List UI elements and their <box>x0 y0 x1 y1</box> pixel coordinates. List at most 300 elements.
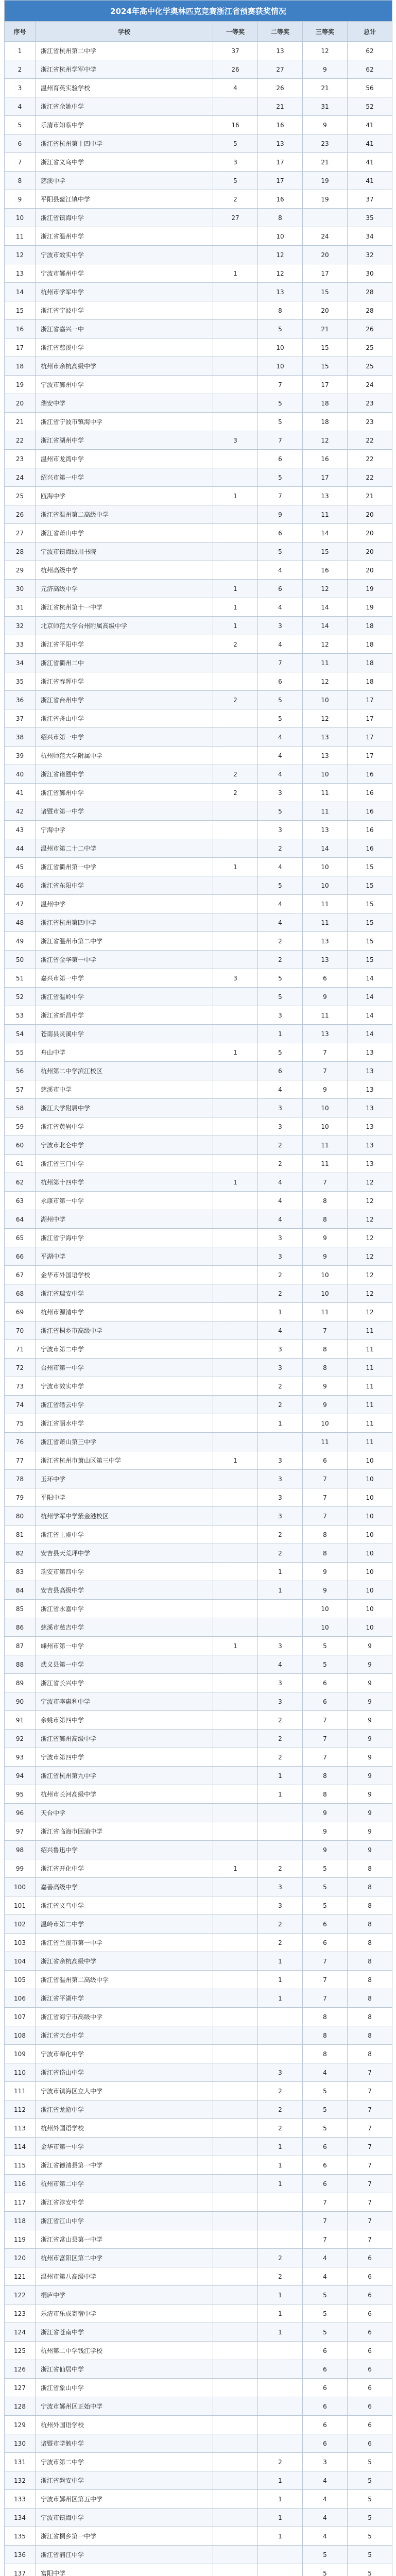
cell-first-prize <box>213 543 258 561</box>
cell-first-prize <box>213 283 258 301</box>
cell-second-prize: 1 <box>258 1785 303 1804</box>
cell-third-prize: 12 <box>303 431 348 450</box>
cell-first-prize <box>213 2082 258 2100</box>
table-row <box>5 1396 392 1414</box>
cell-third-prize: 11 <box>303 1136 348 1155</box>
cell-total: 10 <box>348 1581 392 1600</box>
cell-index: 23 <box>5 450 36 468</box>
cell-total: 10 <box>348 1507 392 1526</box>
cell-school: 浙江省湖州中学 <box>36 431 213 450</box>
cell-index: 11 <box>5 227 36 246</box>
cell-total: 20 <box>348 524 392 543</box>
cell-second-prize: 1 <box>258 2527 303 2546</box>
cell-total: 6 <box>348 2397 392 2416</box>
cell-first-prize <box>213 1730 258 1748</box>
cell-school: 宁波市镇海蛟川书院 <box>36 543 213 561</box>
cell-total: 8 <box>348 1915 392 1934</box>
cell-school: 浙江省舟山中学 <box>36 709 213 728</box>
cell-total: 8 <box>348 2045 392 2063</box>
cell-total: 5 <box>348 2564 392 2576</box>
cell-second-prize: 1 <box>258 1563 303 1581</box>
cell-second-prize: 3 <box>258 784 303 802</box>
cell-second-prize: 3 <box>258 1637 303 1655</box>
cell-second-prize: 2 <box>258 1284 303 1303</box>
cell-second-prize: 13 <box>258 283 303 301</box>
cell-index: 20 <box>5 394 36 413</box>
cell-first-prize <box>213 1896 258 1915</box>
cell-index: 56 <box>5 1062 36 1080</box>
cell-index: 105 <box>5 1971 36 1989</box>
cell-first-prize <box>213 1433 258 1451</box>
cell-index: 16 <box>5 320 36 338</box>
cell-total: 17 <box>348 691 392 709</box>
cell-third-prize: 9 <box>303 1581 348 1600</box>
cell-first-prize <box>213 2490 258 2509</box>
cell-school: 台州市第一中学 <box>36 1359 213 1377</box>
cell-first-prize <box>213 1563 258 1581</box>
cell-index: 118 <box>5 2212 36 2230</box>
cell-first-prize <box>213 2434 258 2453</box>
cell-third-prize: 21 <box>303 153 348 172</box>
cell-third-prize: 6 <box>303 1934 348 1952</box>
cell-first-prize <box>213 1544 258 1563</box>
cell-total: 5 <box>348 2453 392 2471</box>
cell-second-prize: 5 <box>258 876 303 895</box>
table-row <box>5 394 392 413</box>
cell-index: 33 <box>5 635 36 654</box>
cell-third-prize: 6 <box>303 2360 348 2379</box>
cell-school: 浙江省杭州第四中学 <box>36 913 213 932</box>
cell-index: 38 <box>5 728 36 747</box>
table-row <box>5 1971 392 1989</box>
cell-first-prize: 4 <box>213 79 258 97</box>
table-row <box>5 1303 392 1321</box>
table-row <box>5 1637 392 1655</box>
cell-third-prize: 20 <box>303 301 348 320</box>
cell-total: 9 <box>348 1804 392 1822</box>
cell-total: 10 <box>348 1488 392 1507</box>
cell-third-prize: 6 <box>303 2175 348 2193</box>
cell-school: 浙江省杭州第十四中学 <box>36 134 213 153</box>
cell-first-prize <box>213 747 258 765</box>
cell-index: 106 <box>5 1989 36 2008</box>
cell-total: 14 <box>348 969 392 988</box>
cell-second-prize: 3 <box>258 1099 303 1117</box>
cell-first-prize <box>213 672 258 691</box>
cell-third-prize: 23 <box>303 134 348 153</box>
cell-third-prize: 10 <box>303 1117 348 1136</box>
table-row <box>5 821 392 839</box>
cell-index: 76 <box>5 1433 36 1451</box>
cell-school: 浙江省桐乡市高级中学 <box>36 1321 213 1340</box>
cell-school: 平阳中学 <box>36 1488 213 1507</box>
cell-second-prize <box>258 1433 303 1451</box>
cell-first-prize <box>213 413 258 431</box>
cell-index: 68 <box>5 1284 36 1303</box>
cell-third-prize: 7 <box>303 1748 348 1767</box>
cell-second-prize: 2 <box>258 2119 303 2138</box>
cell-first-prize <box>213 97 258 116</box>
cell-second-prize: 1 <box>258 2323 303 2342</box>
cell-first-prize <box>213 376 258 394</box>
cell-total: 14 <box>348 988 392 1006</box>
cell-first-prize <box>213 1266 258 1284</box>
cell-second-prize: 17 <box>258 153 303 172</box>
cell-first-prize <box>213 1284 258 1303</box>
cell-index: 79 <box>5 1488 36 1507</box>
table-row <box>5 1321 392 1340</box>
cell-total: 34 <box>348 227 392 246</box>
cell-total: 8 <box>348 1896 392 1915</box>
cell-third-prize: 10 <box>303 1414 348 1433</box>
cell-third-prize: 8 <box>303 1767 348 1785</box>
cell-second-prize <box>258 2026 303 2045</box>
cell-school: 绍兴市第一中学 <box>36 468 213 487</box>
cell-third-prize: 5 <box>303 1896 348 1915</box>
header-row <box>5 22 392 42</box>
table-row <box>5 1377 392 1396</box>
cell-third-prize: 10 <box>303 876 348 895</box>
cell-first-prize <box>213 1414 258 1433</box>
cell-total: 12 <box>348 1173 392 1192</box>
cell-total: 28 <box>348 283 392 301</box>
cell-index: 6 <box>5 134 36 153</box>
cell-total: 56 <box>348 79 392 97</box>
table-row <box>5 1934 392 1952</box>
cell-index: 133 <box>5 2490 36 2509</box>
cell-second-prize <box>258 1600 303 1618</box>
table-row <box>5 1655 392 1674</box>
table-row <box>5 1896 392 1915</box>
cell-school: 桐庐中学 <box>36 2286 213 2304</box>
cell-third-prize: 9 <box>303 1377 348 1396</box>
cell-third-prize: 6 <box>303 2342 348 2360</box>
cell-total: 6 <box>348 2360 392 2379</box>
cell-second-prize: 17 <box>258 172 303 190</box>
cell-first-prize <box>213 1952 258 1971</box>
cell-total: 8 <box>348 1934 392 1952</box>
header-third-prize: 三等奖 <box>303 22 348 42</box>
cell-second-prize: 7 <box>258 431 303 450</box>
cell-school: 浙江省东阳中学 <box>36 876 213 895</box>
cell-index: 58 <box>5 1099 36 1117</box>
cell-second-prize: 3 <box>258 1507 303 1526</box>
cell-second-prize: 27 <box>258 60 303 79</box>
cell-second-prize: 10 <box>258 227 303 246</box>
cell-third-prize: 11 <box>303 1433 348 1451</box>
table-row <box>5 1006 392 1025</box>
cell-school: 杭州第二中学钱江学校 <box>36 2342 213 2360</box>
cell-total: 19 <box>348 580 392 598</box>
cell-second-prize: 2 <box>258 1915 303 1934</box>
cell-first-prize <box>213 1600 258 1618</box>
cell-second-prize: 1 <box>258 2304 303 2323</box>
table-row <box>5 505 392 524</box>
table-row <box>5 2212 392 2230</box>
cell-third-prize: 12 <box>303 580 348 598</box>
cell-total: 8 <box>348 1952 392 1971</box>
cell-first-prize: 37 <box>213 42 258 60</box>
cell-index: 113 <box>5 2119 36 2138</box>
cell-first-prize: 3 <box>213 431 258 450</box>
cell-index: 31 <box>5 598 36 617</box>
cell-school: 安吉县高级中学 <box>36 1581 213 1600</box>
cell-second-prize <box>258 2230 303 2249</box>
cell-total: 5 <box>348 2490 392 2509</box>
cell-third-prize: 18 <box>303 413 348 431</box>
cell-third-prize: 7 <box>303 1507 348 1526</box>
cell-school: 温州中学 <box>36 895 213 913</box>
cell-total: 20 <box>348 543 392 561</box>
cell-total: 11 <box>348 1340 392 1359</box>
cell-total: 7 <box>348 2193 392 2212</box>
cell-second-prize: 6 <box>258 1062 303 1080</box>
cell-index: 103 <box>5 1934 36 1952</box>
cell-first-prize <box>213 1674 258 1692</box>
cell-third-prize: 8 <box>303 1210 348 1229</box>
table-row <box>5 1173 392 1192</box>
cell-index: 131 <box>5 2453 36 2471</box>
table-row <box>5 1210 392 1229</box>
cell-total: 6 <box>348 2416 392 2434</box>
table-row <box>5 1748 392 1767</box>
cell-first-prize <box>213 895 258 913</box>
cell-first-prize: 1 <box>213 598 258 617</box>
cell-first-prize <box>213 821 258 839</box>
cell-index: 73 <box>5 1377 36 1396</box>
cell-total: 9 <box>348 1674 392 1692</box>
table-row <box>5 1359 392 1377</box>
cell-school: 浙江省黄岩中学 <box>36 1117 213 1136</box>
cell-third-prize: 8 <box>303 1192 348 1210</box>
cell-total: 7 <box>348 2156 392 2175</box>
cell-index: 13 <box>5 264 36 283</box>
cell-index: 70 <box>5 1321 36 1340</box>
cell-school: 绍兴市第一中学 <box>36 728 213 747</box>
cell-third-prize: 8 <box>303 2008 348 2026</box>
cell-school: 北京师范大学台州附属高级中学 <box>36 617 213 635</box>
cell-third-prize: 7 <box>303 2230 348 2249</box>
table-row <box>5 1080 392 1099</box>
table-row <box>5 1563 392 1581</box>
table-row <box>5 876 392 895</box>
cell-third-prize: 18 <box>303 394 348 413</box>
cell-school: 浙江省仙居中学 <box>36 2360 213 2379</box>
table-row <box>5 1433 392 1451</box>
title-row <box>5 1 392 22</box>
cell-third-prize: 5 <box>303 2082 348 2100</box>
cell-third-prize: 6 <box>303 2416 348 2434</box>
cell-second-prize: 5 <box>258 969 303 988</box>
cell-second-prize: 1 <box>258 2471 303 2490</box>
cell-index: 78 <box>5 1470 36 1488</box>
cell-index: 32 <box>5 617 36 635</box>
cell-school: 富阳中学 <box>36 2564 213 2576</box>
cell-second-prize: 5 <box>258 691 303 709</box>
cell-second-prize: 13 <box>258 42 303 60</box>
table-row <box>5 2045 392 2063</box>
cell-first-prize <box>213 1136 258 1155</box>
cell-second-prize: 3 <box>258 1340 303 1359</box>
cell-first-prize <box>213 1507 258 1526</box>
cell-school: 安吉县天荒坪中学 <box>36 1544 213 1563</box>
cell-school: 浙江省义乌中学 <box>36 1896 213 1915</box>
cell-third-prize: 11 <box>303 505 348 524</box>
cell-school: 杭州第二中学滨江校区 <box>36 1062 213 1080</box>
cell-total: 6 <box>348 2267 392 2286</box>
cell-total: 20 <box>348 561 392 580</box>
cell-third-prize: 10 <box>303 1600 348 1618</box>
cell-second-prize: 4 <box>258 765 303 784</box>
cell-school: 杭州市富阳区第二中学 <box>36 2249 213 2267</box>
cell-third-prize: 8 <box>303 1544 348 1563</box>
cell-school: 浙江省永嘉中学 <box>36 1600 213 1618</box>
table-row <box>5 246 392 264</box>
cell-third-prize: 14 <box>303 839 348 858</box>
table-row <box>5 1618 392 1637</box>
cell-third-prize: 7 <box>303 1488 348 1507</box>
cell-third-prize: 12 <box>303 709 348 728</box>
cell-school: 浙江省温州第二高级中学 <box>36 505 213 524</box>
cell-first-prize: 1 <box>213 617 258 635</box>
cell-third-prize: 7 <box>303 1989 348 2008</box>
cell-third-prize: 14 <box>303 524 348 543</box>
header-first-prize: 一等奖 <box>213 22 258 42</box>
cell-third-prize: 20 <box>303 246 348 264</box>
cell-school: 天台中学 <box>36 1804 213 1822</box>
cell-third-prize: 15 <box>303 283 348 301</box>
cell-index: 18 <box>5 357 36 376</box>
cell-total: 11 <box>348 1433 392 1451</box>
cell-first-prize <box>213 246 258 264</box>
cell-third-prize: 5 <box>303 2564 348 2576</box>
cell-index: 61 <box>5 1155 36 1173</box>
cell-second-prize: 5 <box>258 709 303 728</box>
cell-second-prize: 1 <box>258 2175 303 2193</box>
cell-second-prize <box>258 2342 303 2360</box>
cell-first-prize <box>213 1303 258 1321</box>
cell-second-prize: 2 <box>258 1730 303 1748</box>
cell-school: 慈溪市中学 <box>36 1080 213 1099</box>
cell-total: 8 <box>348 2026 392 2045</box>
cell-second-prize: 5 <box>258 468 303 487</box>
table-row <box>5 839 392 858</box>
cell-second-prize: 1 <box>258 2509 303 2527</box>
cell-third-prize: 4 <box>303 2063 348 2082</box>
cell-total: 9 <box>348 1637 392 1655</box>
cell-school: 浙江省余姚中学 <box>36 97 213 116</box>
table-row <box>5 1804 392 1822</box>
cell-school: 浙江省淳安中学 <box>36 2193 213 2212</box>
cell-second-prize: 4 <box>258 895 303 913</box>
table-row <box>5 301 392 320</box>
cell-total: 12 <box>348 1266 392 1284</box>
cell-first-prize <box>213 2564 258 2576</box>
cell-third-prize: 15 <box>303 338 348 357</box>
cell-school: 平湖中学 <box>36 1247 213 1266</box>
cell-school: 湖州中学 <box>36 1210 213 1229</box>
cell-total: 9 <box>348 1841 392 1859</box>
cell-second-prize: 3 <box>258 1229 303 1247</box>
cell-school: 浙江省萧山中学 <box>36 524 213 543</box>
cell-second-prize: 2 <box>258 2100 303 2119</box>
cell-index: 108 <box>5 2026 36 2045</box>
cell-total: 32 <box>348 246 392 264</box>
cell-first-prize <box>213 320 258 338</box>
cell-third-prize: 7 <box>303 2212 348 2230</box>
cell-third-prize: 5 <box>303 1637 348 1655</box>
cell-school: 宁波市第二中学 <box>36 2453 213 2471</box>
cell-school: 宁波市鄞州中学 <box>36 264 213 283</box>
cell-first-prize <box>213 301 258 320</box>
table-row <box>5 654 392 672</box>
cell-index: 69 <box>5 1303 36 1321</box>
cell-total: 20 <box>348 505 392 524</box>
cell-second-prize: 4 <box>258 1192 303 1210</box>
cell-index: 116 <box>5 2175 36 2193</box>
cell-total: 26 <box>348 320 392 338</box>
cell-index: 86 <box>5 1618 36 1637</box>
cell-third-prize: 12 <box>303 635 348 654</box>
cell-first-prize <box>213 394 258 413</box>
cell-first-prize <box>213 1210 258 1229</box>
cell-third-prize: 21 <box>303 320 348 338</box>
cell-second-prize <box>258 2434 303 2453</box>
cell-second-prize: 5 <box>258 802 303 821</box>
table-row <box>5 2286 392 2304</box>
cell-second-prize: 3 <box>258 1674 303 1692</box>
cell-first-prize <box>213 1247 258 1266</box>
table-row <box>5 1730 392 1748</box>
cell-second-prize <box>258 2045 303 2063</box>
cell-second-prize: 5 <box>258 543 303 561</box>
cell-index: 127 <box>5 2379 36 2397</box>
cell-total: 9 <box>348 1655 392 1674</box>
table-row <box>5 1266 392 1284</box>
cell-total: 17 <box>348 728 392 747</box>
cell-second-prize: 3 <box>258 1470 303 1488</box>
table-row <box>5 672 392 691</box>
table-row <box>5 2471 392 2490</box>
cell-index: 30 <box>5 580 36 598</box>
cell-total: 5 <box>348 2471 392 2490</box>
cell-third-prize: 8 <box>303 1785 348 1804</box>
cell-second-prize: 7 <box>258 376 303 394</box>
cell-index: 15 <box>5 301 36 320</box>
cell-school: 浙江省温州中学 <box>36 227 213 246</box>
cell-total: 6 <box>348 2249 392 2267</box>
cell-school: 杭州高级中学 <box>36 561 213 580</box>
cell-index: 37 <box>5 709 36 728</box>
cell-first-prize <box>213 1321 258 1340</box>
cell-second-prize: 8 <box>258 209 303 227</box>
cell-index: 41 <box>5 784 36 802</box>
cell-third-prize: 5 <box>303 2323 348 2342</box>
table-row <box>5 2026 392 2045</box>
cell-third-prize: 8 <box>303 1359 348 1377</box>
cell-school: 浙江省温州第二高级中学 <box>36 1971 213 1989</box>
cell-total: 7 <box>348 2082 392 2100</box>
cell-school: 慈溪市慈吉中学 <box>36 1618 213 1637</box>
cell-third-prize: 5 <box>303 2304 348 2323</box>
cell-second-prize: 16 <box>258 190 303 209</box>
cell-school: 金华市外国语学校 <box>36 1266 213 1284</box>
cell-first-prize <box>213 2323 258 2342</box>
table-row <box>5 635 392 654</box>
cell-school: 乐清市乐成寄宿中学 <box>36 2304 213 2323</box>
cell-index: 7 <box>5 153 36 172</box>
cell-total: 12 <box>348 1192 392 1210</box>
